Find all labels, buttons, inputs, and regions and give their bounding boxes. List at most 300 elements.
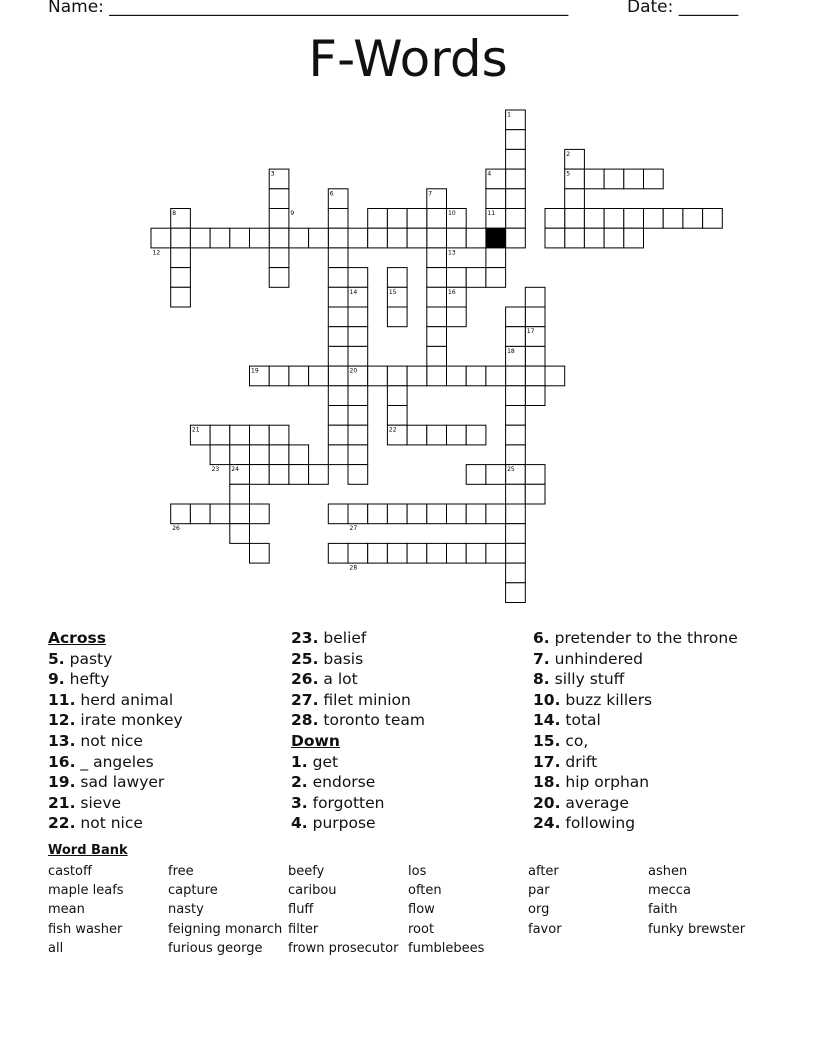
clue-number-label: 10.	[533, 690, 561, 709]
page-title: F-Words	[308, 30, 508, 88]
clue-number-label: 14.	[533, 711, 561, 730]
grid-cell[interactable]	[348, 386, 368, 406]
grid-cell[interactable]	[407, 366, 427, 386]
grid-cell[interactable]	[348, 346, 368, 366]
clue-text: hip orphan	[560, 773, 650, 792]
clue-text: total	[560, 711, 601, 730]
grid-cell[interactable]	[387, 228, 407, 248]
clue-number-label: 9.	[48, 670, 65, 689]
grid-cell[interactable]	[506, 130, 526, 150]
grid-cell[interactable]	[250, 465, 270, 485]
word-bank-item: flow	[408, 902, 435, 918]
grid-cell[interactable]	[289, 445, 309, 465]
clue-number-label: 20.	[533, 793, 561, 812]
clue-number: 15	[388, 288, 397, 296]
grid-cell[interactable]	[427, 504, 447, 524]
clue	[533, 793, 738, 814]
clue	[48, 690, 183, 711]
grid-cell[interactable]	[466, 543, 486, 563]
clue-number-label: 21.	[48, 793, 76, 812]
clue-number: 7	[428, 190, 433, 198]
grid-cell[interactable]	[486, 248, 506, 268]
grid-cell[interactable]	[348, 504, 368, 524]
grid-cell[interactable]	[506, 149, 526, 169]
grid-cell[interactable]	[644, 169, 664, 189]
clue-text: unhindered	[549, 649, 643, 668]
clue-number-label: 6.	[533, 629, 550, 647]
grid-cell[interactable]	[447, 504, 467, 524]
grid-cell[interactable]	[387, 268, 407, 288]
grid-cell[interactable]	[506, 563, 526, 583]
clue-number: 3	[270, 170, 275, 178]
clue-number-label: 7.	[533, 649, 550, 668]
grid-cell[interactable]	[269, 366, 289, 386]
word-bank-item: free	[168, 864, 194, 879]
grid-cell[interactable]	[506, 307, 526, 327]
clue	[291, 710, 425, 731]
clue-number: 13	[448, 249, 456, 257]
grid-cell[interactable]	[309, 465, 329, 485]
word-bank-item: beefy	[288, 864, 325, 879]
clue-text: not nice	[75, 814, 143, 833]
grid-cell[interactable]	[387, 543, 407, 563]
grid-cell[interactable]	[466, 228, 486, 248]
grid-cell[interactable]	[348, 228, 368, 248]
grid-cell[interactable]	[506, 169, 526, 189]
clue-number-label: 28.	[291, 711, 319, 730]
name-field[interactable]: Name: ______________________________________________________	[48, 0, 569, 17]
clue-number: 4	[487, 170, 492, 178]
grid-cell[interactable]	[447, 307, 467, 327]
word-bank-item: castoff	[48, 864, 92, 879]
clues-column-1	[48, 628, 183, 834]
grid-cell[interactable]	[447, 425, 467, 445]
grid-cell[interactable]	[525, 287, 545, 307]
grid-cell[interactable]	[545, 366, 565, 386]
word-bank-item: mecca	[648, 883, 691, 899]
word-bank-item: mean	[48, 902, 85, 918]
grid-cell[interactable]	[486, 504, 506, 524]
word-bank-item: fumblebees	[408, 940, 485, 956]
grid-cell[interactable]	[289, 465, 309, 485]
clue-number: 20	[349, 367, 358, 375]
grid-cell[interactable]	[427, 307, 447, 327]
clue-number-label: 18.	[533, 773, 561, 792]
clue	[533, 690, 738, 711]
grid-cell[interactable]	[348, 307, 368, 327]
grid-cell[interactable]	[427, 366, 447, 386]
clue	[48, 752, 183, 773]
grid-cell[interactable]	[269, 268, 289, 288]
clues-column-2	[291, 628, 425, 834]
grid-cell[interactable]	[328, 366, 348, 386]
word-bank-item: favor	[528, 921, 562, 937]
word-bank-item: filter	[288, 921, 319, 937]
clue	[533, 628, 738, 649]
grid-cell[interactable]	[466, 465, 486, 485]
grid-cell[interactable]	[328, 445, 348, 465]
grid-cell[interactable]	[230, 524, 250, 544]
clue-text: pasty	[64, 649, 113, 668]
grid-cell[interactable]	[387, 366, 407, 386]
grid-cell[interactable]	[387, 307, 407, 327]
clue	[48, 649, 183, 670]
grid-cell[interactable]	[328, 504, 348, 524]
grid-cell[interactable]	[328, 406, 348, 426]
grid-cell[interactable]	[427, 346, 447, 366]
clue-number-label: 27.	[291, 690, 319, 709]
clue-number-label: 17.	[533, 752, 561, 771]
word-bank-item: feigning monarch	[168, 921, 283, 937]
grid-cell[interactable]	[584, 209, 604, 229]
clue-text: sieve	[75, 793, 122, 812]
clue	[48, 793, 183, 814]
grid-cell[interactable]	[328, 425, 348, 445]
grid-cell[interactable]	[348, 327, 368, 347]
clue-number: 17	[526, 328, 535, 336]
grid-cell[interactable]	[506, 583, 526, 603]
grid-cell[interactable]	[171, 504, 191, 524]
word-bank-item: ashen	[648, 864, 688, 879]
grid-cell[interactable]	[447, 228, 467, 248]
grid-cell[interactable]	[230, 228, 250, 248]
grid-cell[interactable]	[368, 228, 388, 248]
grid-cell[interactable]	[624, 209, 644, 229]
grid-cell[interactable]	[506, 543, 526, 563]
grid-cell[interactable]	[289, 366, 309, 386]
clue-text: basis	[318, 649, 364, 668]
grid-cell[interactable]	[506, 425, 526, 445]
clue	[533, 772, 738, 793]
word-bank-item: maple leafs	[48, 883, 124, 899]
clue	[533, 731, 738, 752]
grid-cell[interactable]	[506, 209, 526, 229]
grid-cell[interactable]	[387, 504, 407, 524]
clue-text: a lot	[318, 670, 358, 689]
grid-cell[interactable]	[506, 484, 526, 504]
grid-cell[interactable]	[348, 406, 368, 426]
grid-cell[interactable]	[348, 268, 368, 288]
grid-cell[interactable]	[407, 504, 427, 524]
grid-cell[interactable]	[604, 228, 624, 248]
grid-cell[interactable]	[328, 287, 348, 307]
clue-number: 12	[152, 249, 161, 257]
clue	[291, 793, 425, 814]
grid-cell[interactable]	[486, 228, 506, 248]
clue	[533, 669, 738, 690]
grid-cell[interactable]	[250, 504, 270, 524]
grid-cell[interactable]	[466, 268, 486, 288]
clues-column-3	[533, 628, 738, 834]
clue-number-label: 1.	[291, 752, 308, 771]
grid-cell[interactable]	[486, 366, 506, 386]
grid-cell[interactable]	[447, 543, 467, 563]
clue-text: drift	[560, 752, 598, 771]
grid-cell[interactable]	[545, 209, 565, 229]
clue	[48, 731, 183, 752]
word-bank-item: org	[528, 902, 550, 918]
clue-heading: Down	[291, 731, 340, 750]
grid-cell[interactable]	[506, 504, 526, 524]
grid-cell[interactable]	[328, 228, 348, 248]
grid-cell[interactable]	[210, 504, 230, 524]
grid-cell[interactable]	[663, 209, 683, 229]
clue-text: purpose	[307, 814, 376, 833]
clue-number-label: 16.	[48, 752, 76, 771]
clue-number: 19	[251, 367, 259, 375]
grid-cell[interactable]	[210, 228, 230, 248]
clue-text: irate monkey	[75, 711, 183, 730]
grid-cell[interactable]	[525, 307, 545, 327]
grid-cell[interactable]	[624, 228, 644, 248]
grid-cell[interactable]	[328, 248, 348, 268]
grid-cell[interactable]	[230, 484, 250, 504]
grid-cell[interactable]	[269, 425, 289, 445]
clue-number: 23	[211, 466, 220, 474]
grid-cell[interactable]	[328, 307, 348, 327]
clue	[291, 813, 425, 834]
grid-cell[interactable]	[368, 209, 388, 229]
grid-cell[interactable]	[328, 268, 348, 288]
grid-cell[interactable]	[368, 366, 388, 386]
grid-cell[interactable]	[171, 268, 191, 288]
grid-cell[interactable]	[525, 386, 545, 406]
grid-cell[interactable]	[506, 524, 526, 544]
grid-cell[interactable]	[269, 445, 289, 465]
grid-cell[interactable]	[348, 543, 368, 563]
grid-cell[interactable]	[269, 209, 289, 229]
grid-cell[interactable]	[407, 228, 427, 248]
grid-cell[interactable]	[506, 327, 526, 347]
grid-cell[interactable]	[604, 169, 624, 189]
date-field[interactable]: Date: _______	[627, 0, 739, 17]
grid-cell[interactable]	[506, 366, 526, 386]
word-bank-item: capture	[168, 883, 218, 899]
word-bank-item: frown prosecutor	[288, 940, 399, 956]
grid-cell[interactable]	[230, 425, 250, 445]
clue-number: 14	[349, 288, 358, 296]
clue-number: 1	[507, 111, 511, 119]
clue-text: average	[560, 793, 629, 812]
grid-cell[interactable]	[427, 268, 447, 288]
grid-cell[interactable]	[486, 268, 506, 288]
clue-number-label: 25.	[291, 649, 319, 668]
clue-number: 5	[566, 170, 571, 178]
grid-cell[interactable]	[447, 366, 467, 386]
grid-cell[interactable]	[171, 248, 191, 268]
clue-text: herd animal	[75, 690, 174, 709]
clue-number-label: 22.	[48, 814, 76, 833]
word-bank-item: fluff	[288, 902, 314, 918]
clue-text: sad lawyer	[75, 773, 165, 792]
clue-text: silly stuff	[549, 670, 625, 689]
clue-number-label: 8.	[533, 670, 550, 689]
clue	[533, 710, 738, 731]
grid-cell[interactable]	[525, 465, 545, 485]
clue-number: 28	[349, 564, 358, 572]
grid-cell[interactable]	[506, 189, 526, 209]
grid-cell[interactable]	[703, 209, 723, 229]
grid-cell[interactable]	[427, 543, 447, 563]
grid-cell[interactable]	[151, 228, 171, 248]
word-bank-item: nasty	[168, 902, 204, 918]
grid-cell[interactable]	[525, 346, 545, 366]
grid-cell[interactable]	[644, 209, 664, 229]
grid-cell[interactable]	[486, 465, 506, 485]
clue-text: pretender to the throne	[549, 629, 738, 647]
grid-cell[interactable]	[269, 248, 289, 268]
grid-cell[interactable]	[368, 543, 388, 563]
clue-number-label: 12.	[48, 711, 76, 730]
clue-text: filet minion	[318, 690, 411, 709]
grid-cell[interactable]	[269, 465, 289, 485]
word-bank-item: par	[528, 883, 550, 899]
clue-number: 10	[448, 210, 456, 217]
grid-cell[interactable]	[171, 287, 191, 307]
grid-cell[interactable]	[427, 327, 447, 347]
grid-cell[interactable]	[328, 327, 348, 347]
word-bank-item: furious george	[168, 940, 263, 956]
grid-cell[interactable]	[407, 209, 427, 229]
clue-text: co,	[560, 731, 589, 750]
word-bank-item: often	[408, 883, 442, 899]
grid-cell[interactable]	[190, 504, 210, 524]
grid-cell[interactable]	[506, 386, 526, 406]
grid-cell[interactable]	[230, 504, 250, 524]
clue-number-label: 15.	[533, 731, 561, 750]
grid-cell[interactable]	[466, 425, 486, 445]
grid-cell[interactable]	[190, 228, 210, 248]
grid-cell[interactable]	[506, 445, 526, 465]
grid-cell[interactable]	[545, 228, 565, 248]
clue-number: 22	[388, 426, 397, 434]
clue-number-label: 19.	[48, 773, 76, 792]
grid-cell[interactable]	[565, 209, 585, 229]
grid-cell[interactable]	[486, 189, 506, 209]
clue	[291, 772, 425, 793]
grid-cell[interactable]	[466, 504, 486, 524]
clue-number: 2	[566, 150, 571, 158]
clue-number-label: 26.	[291, 670, 319, 689]
grid-cell[interactable]	[348, 425, 368, 445]
grid-cell[interactable]	[250, 543, 270, 563]
grid-cell[interactable]	[466, 366, 486, 386]
grid-cell[interactable]	[525, 484, 545, 504]
grid-cell[interactable]	[269, 228, 289, 248]
clue	[291, 628, 425, 649]
grid-cell[interactable]	[289, 228, 309, 248]
clue	[533, 752, 738, 773]
grid-cell[interactable]	[368, 504, 388, 524]
clue-number-label: 13.	[48, 731, 76, 750]
clue-number: 16	[448, 288, 456, 296]
clue-text: _ angeles	[75, 752, 154, 771]
grid-cell[interactable]	[250, 228, 270, 248]
clue	[48, 813, 183, 834]
grid-cell[interactable]	[506, 228, 526, 248]
grid-cell[interactable]	[348, 465, 368, 485]
grid-cell[interactable]	[624, 169, 644, 189]
grid-cell[interactable]	[604, 209, 624, 229]
grid-cell[interactable]	[525, 366, 545, 386]
word-bank-title: Word Bank	[48, 843, 128, 858]
clue-number-label: 2.	[291, 773, 308, 792]
grid-cell[interactable]	[387, 406, 407, 426]
grid-cell[interactable]	[210, 445, 230, 465]
clue	[291, 690, 425, 711]
grid-cell[interactable]	[486, 543, 506, 563]
grid-cell[interactable]	[328, 386, 348, 406]
clue-text: hefty	[64, 670, 110, 689]
clue	[48, 669, 183, 690]
clue-text: buzz killers	[560, 690, 653, 709]
grid-cell[interactable]	[250, 445, 270, 465]
grid-cell[interactable]	[407, 425, 427, 445]
grid-cell[interactable]	[171, 228, 191, 248]
grid-cell[interactable]	[565, 189, 585, 209]
clue-number: 9	[290, 210, 295, 217]
clue-heading: Across	[48, 629, 106, 647]
grid-cell[interactable]	[447, 268, 467, 288]
grid-cell[interactable]	[309, 366, 329, 386]
grid-cell[interactable]	[348, 445, 368, 465]
clue-text: following	[560, 814, 636, 833]
grid-cell[interactable]	[230, 445, 250, 465]
word-bank-item: after	[528, 864, 559, 879]
clue-number: 21	[191, 426, 200, 434]
grid-cell[interactable]	[427, 209, 447, 229]
grid-cell[interactable]	[387, 209, 407, 229]
grid-cell[interactable]	[250, 425, 270, 445]
clue-number-label: 24.	[533, 814, 561, 833]
word-bank-item: funky brewster	[648, 921, 746, 937]
grid-cell[interactable]	[427, 228, 447, 248]
clue	[533, 649, 738, 670]
grid-cell[interactable]	[210, 425, 230, 445]
grid-cell[interactable]	[427, 287, 447, 307]
clue-number-label: 5.	[48, 649, 65, 668]
clue-number: 11	[487, 210, 496, 217]
grid-cell[interactable]	[427, 248, 447, 268]
clue-text: get	[307, 752, 339, 771]
grid-cell[interactable]	[584, 228, 604, 248]
word-bank-item: root	[408, 921, 435, 937]
clue	[291, 752, 425, 773]
clue-number: 24	[231, 466, 239, 474]
word-bank-item: los	[408, 864, 427, 879]
clue-number: 6	[329, 190, 334, 198]
grid-cell[interactable]	[506, 406, 526, 426]
clue-number-label: 4.	[291, 814, 308, 833]
grid-cell[interactable]	[387, 386, 407, 406]
clue-text: toronto team	[318, 711, 425, 730]
grid-cell[interactable]	[427, 425, 447, 445]
clue-number: 27	[349, 525, 358, 533]
grid-cell[interactable]	[407, 543, 427, 563]
clue	[291, 649, 425, 670]
word-bank-item: faith	[648, 902, 678, 918]
grid-cell[interactable]	[328, 543, 348, 563]
grid-cell[interactable]	[565, 228, 585, 248]
grid-cell[interactable]	[584, 169, 604, 189]
grid-cell[interactable]	[269, 189, 289, 209]
grid-cell[interactable]	[328, 209, 348, 229]
clue-number: 18	[507, 347, 515, 355]
grid-cell[interactable]	[328, 346, 348, 366]
clue-number-label: 23.	[291, 629, 319, 647]
grid-cell[interactable]	[309, 228, 329, 248]
grid-cell[interactable]	[683, 209, 703, 229]
